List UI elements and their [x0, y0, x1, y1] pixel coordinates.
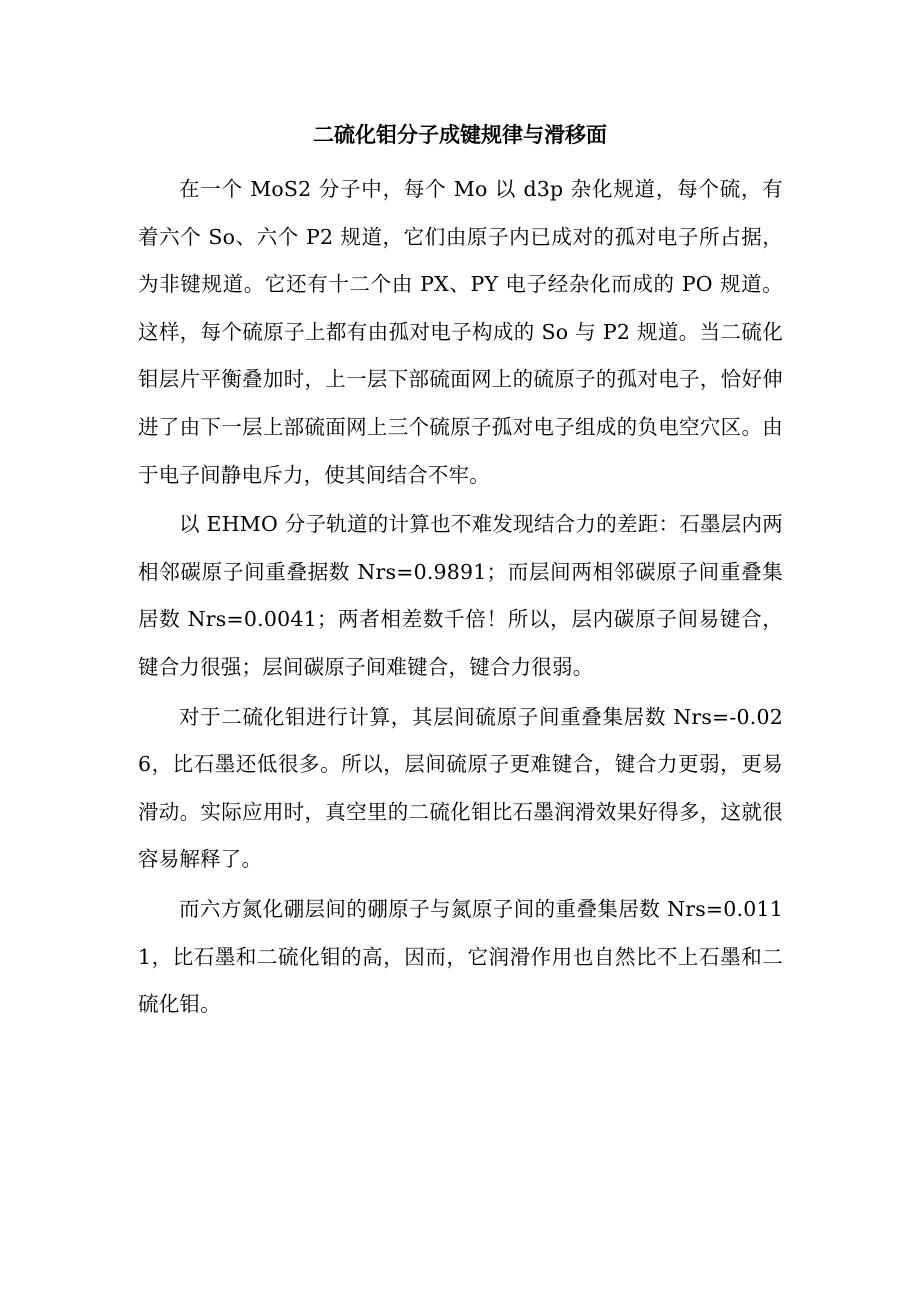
- document-body: [138, 166, 783, 1031]
- paragraph-2: 以 EHMO 分子轨道的计算也不难发现结合力的差距：石墨层内两相邻碳原子间重叠据数 Nrs=0.9891；而层间两相邻碳原子间重叠集居数 Nrs=0.0041；两者相差数千倍！所以，层内碳原子间易键合，键合力很强；层间碳原子间难键合，键合力很弱。: [138, 512, 783, 679]
- paragraph-4: 而六方氮化硼层间的硼原子与氮原子间的重叠集居数 Nrs=0.0111，比石墨和二硫化钼的高，因而，它润滑作用也自然比不上石墨和二硫化钼。: [138, 896, 783, 1017]
- paragraph-1: 在一个 MoS2 分子中，每个 Mo 以 d3p 杂化规道，每个硫，有着六个 So、六个 P2 规道，它们由原子内已成对的孤对电子所占据，为非键规道。它还有十二个由 PX、PY 电子经杂化而成的 PO 规道。这样，每个硫原子上都有由孤对电子构成的 So 与 P2 规道。当二硫化钼层片平衡叠加时，上一层下部硫面网上的硫原子的孤对电子，恰好伸进了由下一层上部硫面网上三个硫原子孤对电子组成的负电空穴区。由于电子间静电斥力，使其间结合不牢。: [138, 177, 783, 487]
- document-title: 二硫化钼分子成键规律与滑移面: [313, 123, 607, 147]
- paragraph-3: 对于二硫化钼进行计算，其层间硫原子间重叠集居数 Nrs=-0.026，比石墨还低很多。所以，层间硫原子更难键合，键合力更弱，更易滑动。实际应用时，真空里的二硫化钼比石墨润滑效果好得多，这就很容易解释了。: [138, 704, 783, 872]
